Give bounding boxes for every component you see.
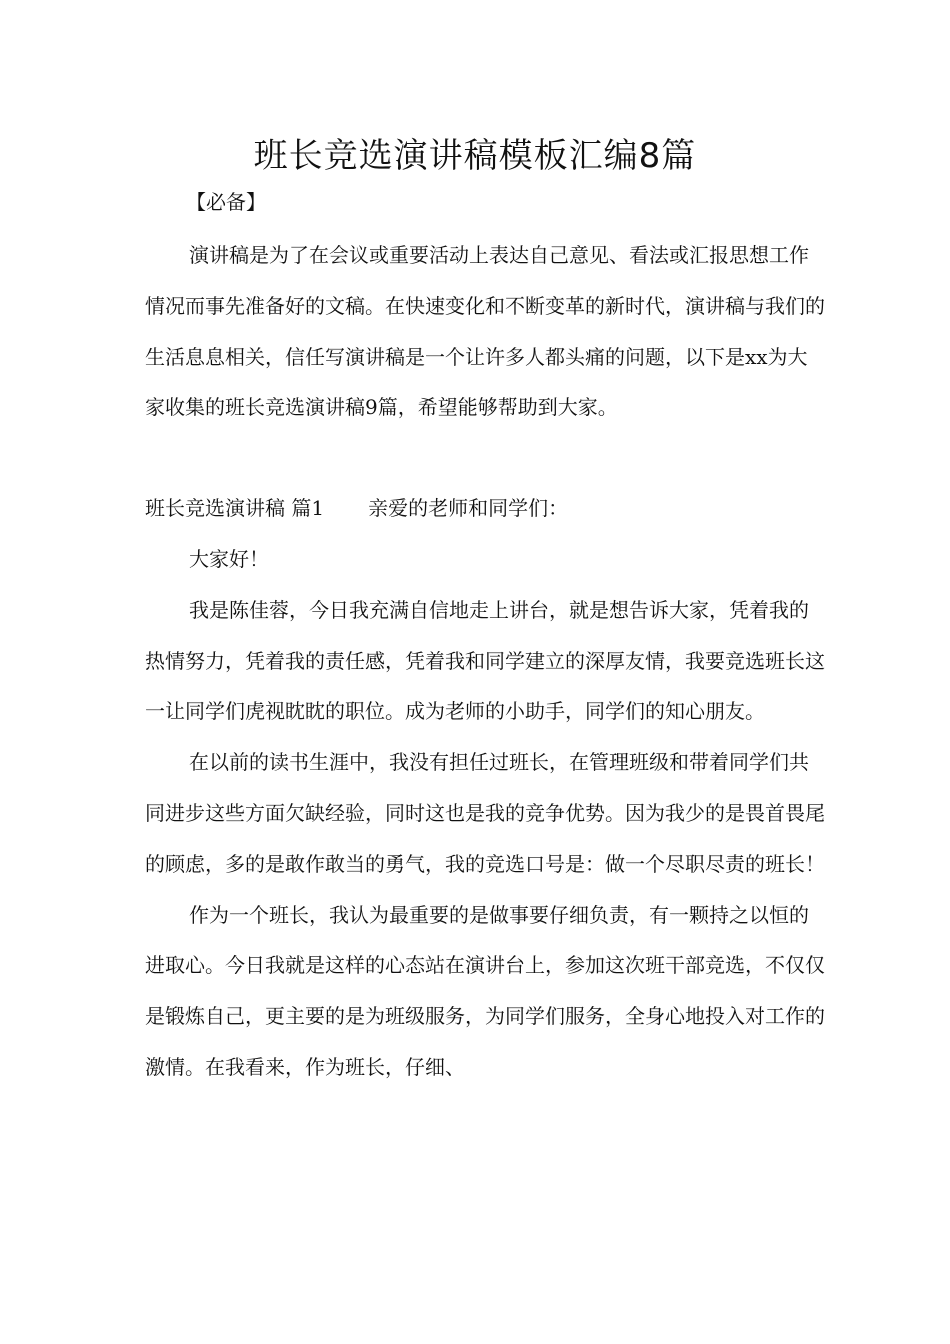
section-heading (145, 483, 825, 534)
document-body (145, 230, 825, 1093)
section-label: 班长竞选演讲稿 篇1 (145, 496, 325, 521)
intro-paragraph: 演讲稿是为了在会议或重要活动上表达自己意见、看法或汇报思想工作情况而事先准备好的文稿。在快速变化和不断变革的新时代，演讲稿与我们的生活息息相关，信任写演讲稿是一个让许多人都头痛的问题，以下是xx为大家收集的班长竞选演讲稿9篇，希望能够帮助到大家。 (145, 243, 825, 420)
document-subtitle: 【必备】 (186, 190, 266, 214)
body-paragraph: 我是陈佳蓉，今日我充满自信地走上讲台，就是想告诉大家，凭着我的热情努力，凭着我的责任感，凭着我和同学建立的深厚友情，我要竞选班长这一让同学们虎视眈眈的职位。成为老师的小助手，同学们的知心朋友。 (145, 597, 825, 724)
salutation: 亲爱的老师和同学们： (368, 496, 569, 521)
document-title: 班长竞选演讲稿模板汇编8篇 (253, 136, 697, 176)
body-paragraph: 大家好！ (189, 546, 269, 571)
body-paragraph: 在以前的读书生涯中，我没有担任过班长，在管理班级和带着同学们共同进步这些方面欠缺经验，同时这也是我的竞争优势。因为我少的是畏首畏尾的顾虑，多的是敢作敢当的勇气，我的竞选口号是：做一个尽职尽责的班长！ (145, 750, 825, 876)
body-paragraph: 作为一个班长，我认为最重要的是做事要仔细负责，有一颗持之以恒的进取心。今日我就是这样的心态站在演讲台上，参加这次班干部竞选，不仅仅是锻炼自己，更主要的是为班级服务，为同学们服务，全身心地投入对工作的激情。在我看来，作为班长，仔细、 (145, 902, 825, 1079)
